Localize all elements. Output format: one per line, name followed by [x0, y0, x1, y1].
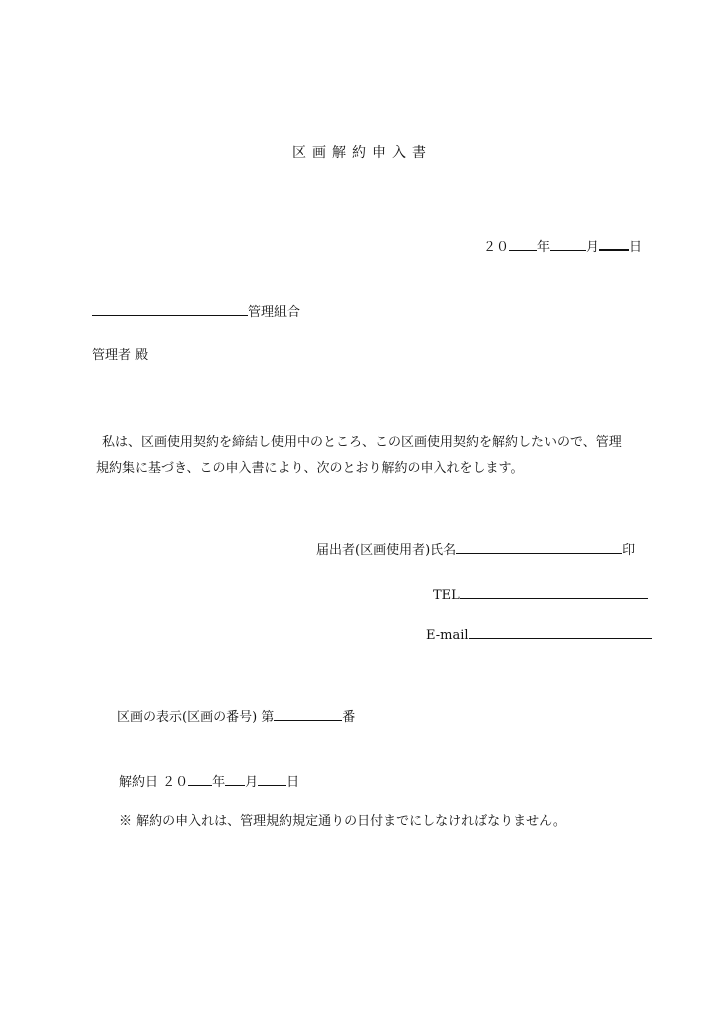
- date-month-blank[interactable]: [550, 238, 586, 251]
- cancel-year-label: 年: [212, 775, 226, 790]
- applicant-name-line: [316, 541, 635, 559]
- date-day-label: 日: [628, 240, 642, 255]
- parcel-line: [117, 708, 355, 726]
- email-line: [426, 626, 652, 644]
- association-line: [92, 303, 300, 321]
- body-line-2: 規約集に基づき、この申入書により、次のとおり解約の申入れをします。: [96, 461, 524, 476]
- date-era: ２０: [482, 240, 509, 255]
- cancel-day-blank[interactable]: [258, 773, 286, 786]
- date-year-blank[interactable]: [509, 238, 537, 251]
- submission-date: [483, 237, 642, 256]
- date-year-label: 年: [536, 240, 550, 255]
- association-name-blank[interactable]: [92, 303, 248, 316]
- applicant-name-label: 届出者(区画使用者)氏名: [316, 543, 457, 558]
- parcel-label: 区画の表示(区画の番号) 第: [117, 710, 275, 725]
- body-line-1: 私は、区画使用契約を締結し使用中のところ、この区画使用契約を解約したいので、管理: [102, 435, 622, 450]
- email-blank[interactable]: [469, 626, 652, 639]
- cancel-date-line: [119, 773, 299, 791]
- association-label: 管理組合: [248, 305, 301, 320]
- date-day-blank[interactable]: [599, 237, 629, 251]
- request-body: [96, 430, 622, 482]
- tel-blank[interactable]: [460, 586, 648, 599]
- parcel-number-blank[interactable]: [274, 708, 342, 721]
- manager-addressee: 管理者 殿: [92, 348, 149, 363]
- parcel-suffix: 番: [342, 710, 356, 725]
- note-text: ※ 解約の申入れは、管理規約規定通りの日付までにしなければなりません。: [119, 814, 566, 829]
- cancel-month-label: 月: [245, 775, 259, 790]
- cancel-month-blank[interactable]: [225, 773, 245, 786]
- document-title: 区画解約申入書: [292, 145, 432, 161]
- seal-mark: 印: [622, 543, 636, 558]
- email-label: E-mail: [426, 628, 469, 643]
- tel-line: [433, 586, 648, 604]
- applicant-name-blank[interactable]: [456, 541, 622, 554]
- cancel-year-blank[interactable]: [188, 773, 212, 786]
- cancel-day-label: 日: [286, 775, 300, 790]
- date-month-label: 月: [585, 240, 599, 255]
- tel-label: TEL: [433, 588, 460, 603]
- cancel-date-label: 解約日 ２０: [119, 775, 189, 790]
